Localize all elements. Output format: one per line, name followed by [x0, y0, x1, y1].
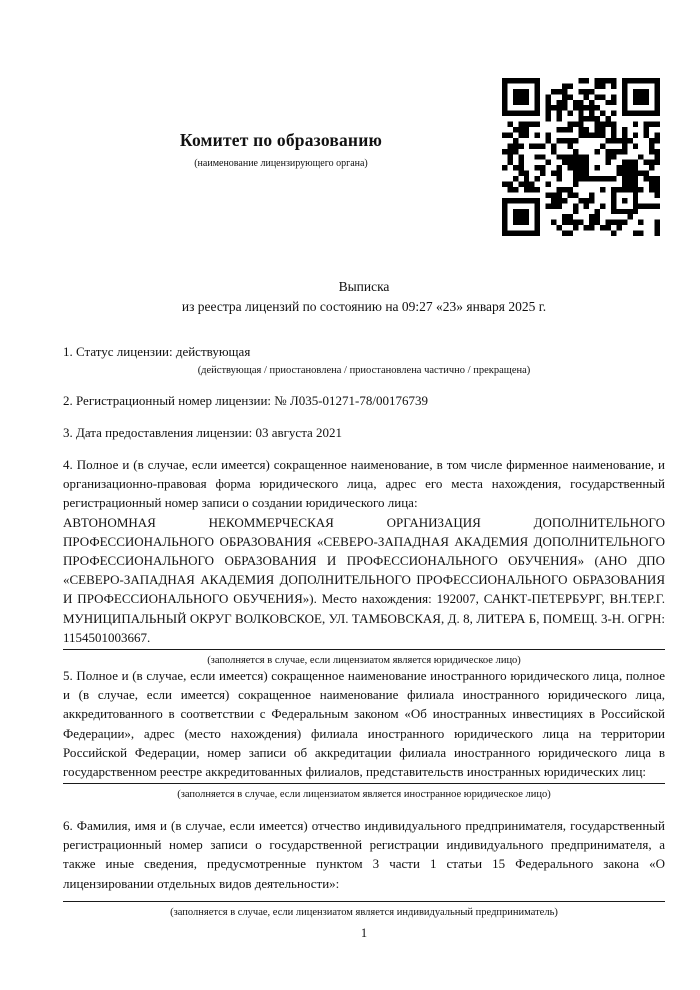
licensing-authority-caption: (наименование лицензирующего органа) — [194, 158, 368, 169]
field-foreign-entity — [63, 666, 665, 801]
fill-line-foreign-entity — [63, 783, 665, 784]
grant-date-text: 3. Дата предоставления лицензии: 03 августа 2021 — [63, 425, 343, 440]
registration-number-text: 2. Регистрационный номер лицензии: № Л035-01271-78/00176739 — [63, 393, 429, 408]
document-title-line2: из реестра лицензий по состоянию на 09:27 «23» января 2025 г. — [181, 299, 547, 314]
document-title — [63, 277, 665, 317]
document-title-line1: Выписка — [338, 279, 390, 294]
field-individual-entrepreneur — [63, 816, 665, 919]
field-registration-number — [63, 391, 665, 410]
legal-entity-label: 4. Полное и (в случае, если имеется) сокращенное наименование, в том числе фирменное наименование, и организационно-правовая форма юридического лица, адрес его места нахождения, государственный регистрационный номер записи о создании юридического лица: — [63, 457, 665, 511]
legal-entity-caption: (заполняется в случае, если лицензиатом является юридическое лицо) — [207, 655, 521, 667]
field-legal-entity — [63, 455, 665, 667]
field-grant-date — [63, 423, 665, 442]
fill-line-individual-entrepreneur — [63, 901, 665, 902]
legal-entity-value: АВТОНОМНАЯ НЕКОММЕРЧЕСКАЯ ОРГАНИЗАЦИЯ ДОПОЛНИТЕЛЬНОГО ПРОФЕССИОНАЛЬНОГО ОБРАЗОВАНИЯ «СЕВЕРО-ЗАПАДНАЯ АКАДЕМИЯ ДОПОЛНИТЕЛЬНОГО ПРОФЕССИОНАЛЬНОГО ОБРАЗОВАНИЯ И ПРОФЕССИОНАЛЬНОГО ОБУЧЕНИЯ» (АНО ДПО «СЕВЕРО-ЗАПАДНАЯ АКАДЕМИЯ ДОПОЛНИТЕЛЬНОГО ПРОФЕССИОНАЛЬНОГО ОБРАЗОВАНИЯ И ПРОФЕССИОНАЛЬНОГО ОБУЧЕНИЯ»). Место нахождения: 192007, САНКТ-ПЕТЕРБУРГ, ВН.ТЕР.Г. МУНИЦИПАЛЬНЫЙ ОКРУГ ВОЛКОВСКОЕ, УЛ. ТАМБОВСКАЯ, Д. 8, ЛИТЕРА Б, ПОМЕЩ. 3-Н. ОГРН: 1154501003667. — [63, 514, 665, 645]
licensing-authority-name: Комитет по образованию — [179, 130, 383, 150]
individual-entrepreneur-label: 6. Фамилия, имя и (в случае, если имеется) отчество индивидуального предпринимателя, государственный регистрационный номер записи о государственной регистрации индивидуального предпринимателя, а также иные сведения, предусмотренные пунктом 3 части 1 статьи 15 Федерального закона «О лицензировании отдельных видов деятельности»: — [63, 818, 665, 891]
foreign-entity-label: 5. Полное и (в случае, если имеется) сокращенное наименование иностранного юридического лица, полное и (в случае, если имеется) сокращенное наименование филиала иностранного юридического лица, аккредитованного в соответствии с Федеральным законом «Об иностранных инвестициях в Российской Федерации», адрес (место нахождения) филиала иностранного юридического лица на территории Российской Федерации, номер записи об аккредитации филиала иностранного юридического лица в государственном реестре аккредитованных филиалов, представительств иностранных юридических лиц: — [63, 668, 665, 780]
field-license-status — [63, 342, 665, 377]
foreign-entity-caption: (заполняется в случае, если лицензиатом является иностранное юридическое лицо) — [177, 789, 551, 801]
license-status-text: 1. Статус лицензии: действующая — [63, 344, 251, 359]
licensing-authority-header — [63, 130, 499, 169]
page-number: 1 — [360, 926, 368, 940]
fill-line-legal-entity — [63, 649, 665, 650]
license-status-options-caption: (действующая / приостановлена / приостановлена частично / прекращена) — [197, 365, 531, 377]
individual-entrepreneur-caption: (заполняется в случае, если лицензиатом является индивидуальный предприниматель) — [170, 906, 558, 918]
qr-code-icon — [502, 78, 660, 236]
